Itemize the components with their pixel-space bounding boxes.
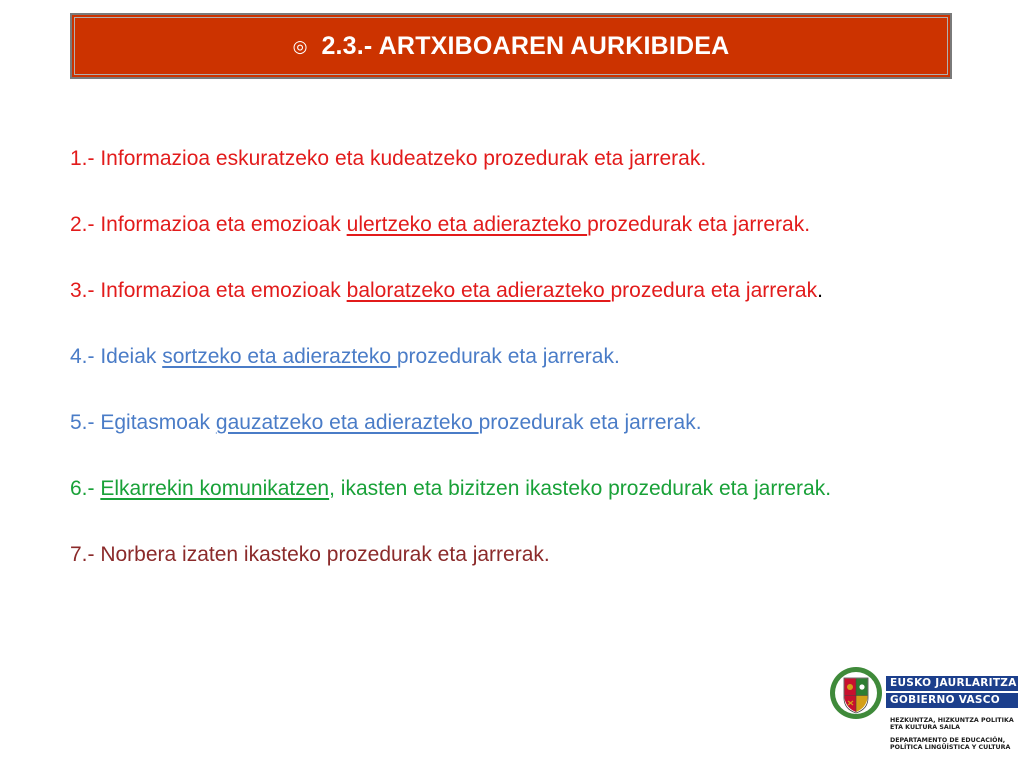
list-item	[70, 145, 706, 173]
item-text: prozedurak eta jarrerak.	[478, 411, 702, 434]
department-spanish-line1: DEPARTAMENTO DE EDUCACIÓN,	[890, 737, 1006, 744]
item-text: prozedurak eta jarrerak.	[396, 345, 620, 368]
department-basque-line1: HEZKUNTZA, HIZKUNTZA POLITIKA	[890, 717, 1014, 724]
page-title: 2.3.- ARTXIBOAREN AURKIBIDEA	[321, 31, 730, 60]
bullet-icon: ◎	[292, 37, 308, 56]
underlined-phrase: gauzatzeko eta adierazteko	[215, 411, 479, 434]
item-text: 3.- Informazioa eta emozioak	[70, 279, 347, 302]
underlined-phrase: ulertzeko eta adierazteko	[346, 213, 588, 236]
department-basque-line2: ETA KULTURA SAILA	[890, 724, 960, 732]
list-item	[70, 541, 550, 569]
title-content	[293, 32, 730, 61]
item-text: 1.- Informazioa eskuratzeko eta kudeatzeko prozedurak eta jarrerak.	[70, 147, 707, 170]
item-text: , ikasten eta bizitzen ikasteko prozedurak eta jarrerak.	[329, 477, 832, 500]
basque-coat-of-arms-icon	[828, 665, 884, 721]
item-text: .	[817, 279, 823, 302]
item-text: prozedura eta jarrerak	[610, 279, 818, 302]
underlined-phrase: Elkarrekin komunikatzen	[100, 477, 330, 500]
list-item	[70, 277, 823, 305]
underlined-phrase: sortzeko eta adierazteko	[162, 345, 397, 368]
underlined-phrase: baloratzeko eta adierazteko	[346, 279, 611, 302]
government-logo	[828, 665, 1024, 760]
item-text: 7.- Norbera izaten ikasteko prozedurak eta jarrerak.	[70, 543, 550, 566]
department-spanish	[890, 737, 1010, 751]
brand-line-basque: EUSKO JAURLARITZA	[886, 676, 1018, 691]
item-text: 5.- Egitasmoak	[70, 411, 216, 434]
brand-line-spanish: GOBIERNO VASCO	[886, 693, 1018, 708]
list-item	[70, 409, 702, 437]
department-basque	[890, 717, 1014, 731]
department-spanish-line2: POLÍTICA LINGÜÍSTICA Y CULTURA	[890, 744, 1011, 752]
item-text: 6.-	[70, 477, 101, 500]
list-item	[70, 343, 620, 371]
item-text: 4.- Ideiak	[70, 345, 163, 368]
list-item	[70, 475, 831, 503]
title-banner	[70, 13, 952, 79]
item-text: prozedurak eta jarrerak.	[587, 213, 811, 236]
item-text: 2.- Informazioa eta emozioak	[70, 213, 347, 236]
list-item	[70, 211, 810, 239]
